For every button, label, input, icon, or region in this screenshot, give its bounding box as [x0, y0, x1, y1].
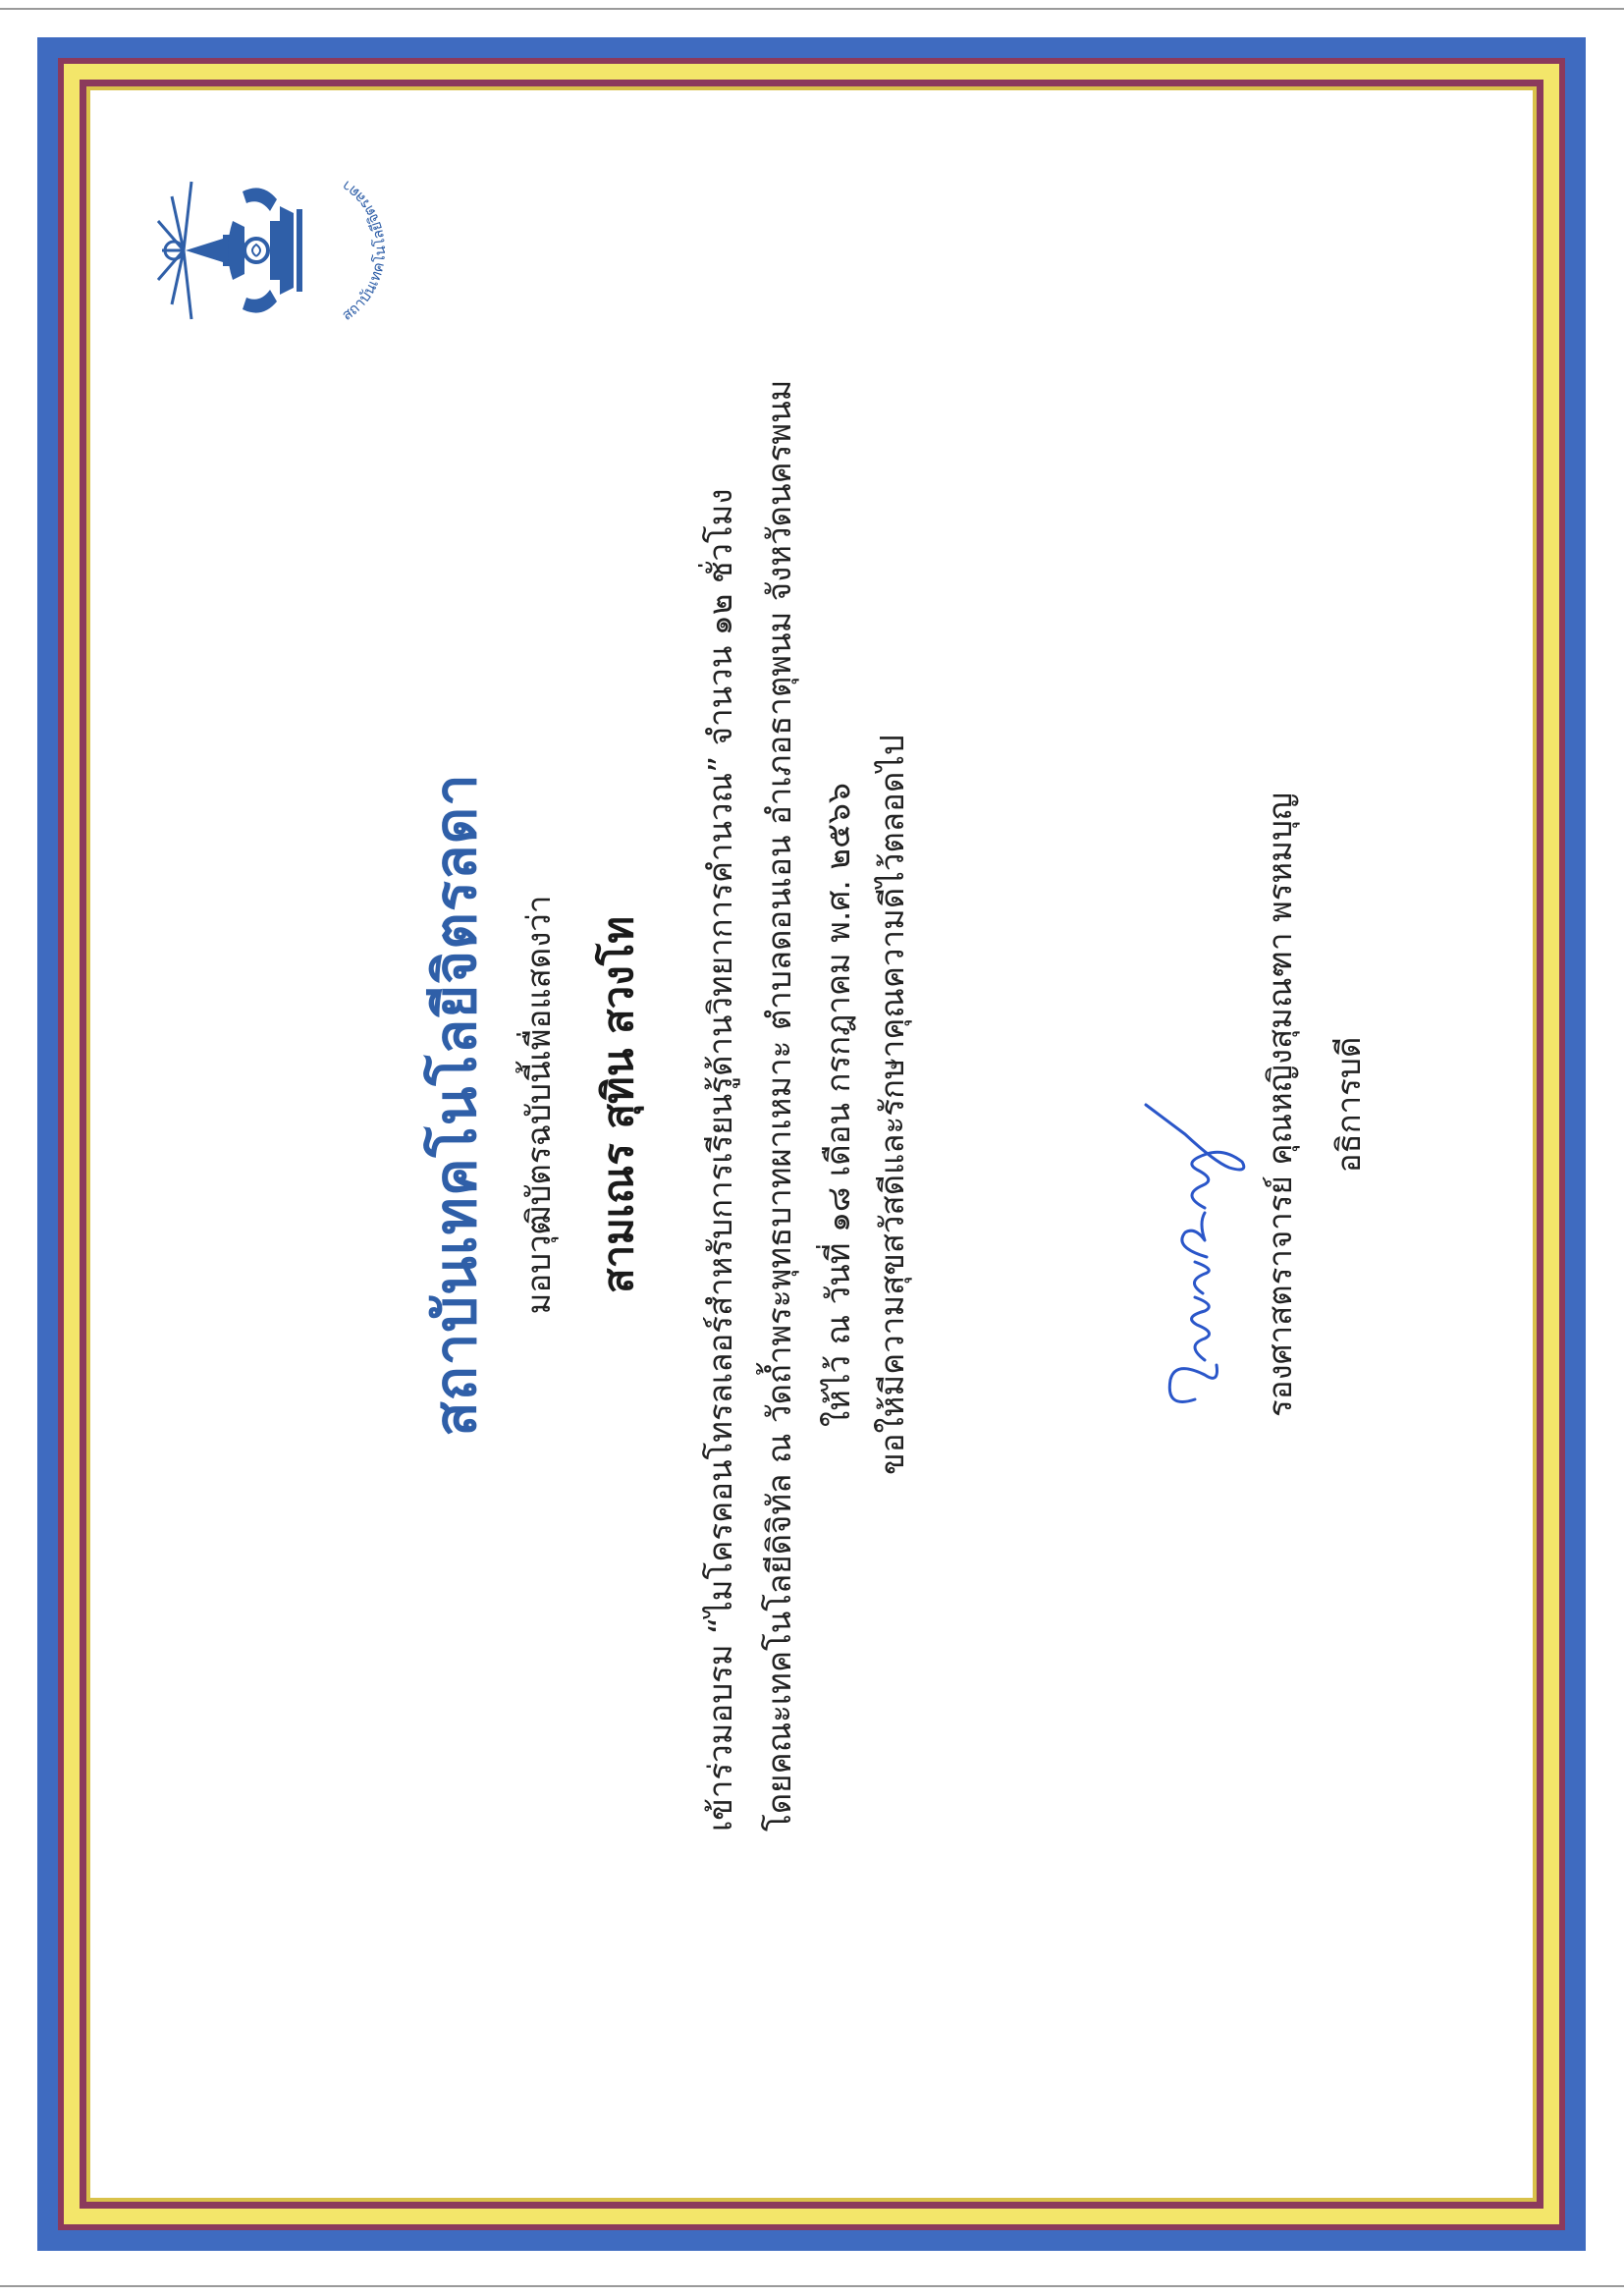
certificate-content [115, 64, 1509, 2146]
institution-logo [154, 152, 390, 349]
blessing-text: ขอให้มีความสุขสวัสดีและรักษาคุณความดีไว้ตลอดไป [873, 735, 911, 1475]
signer-title: อธิการบดี [1329, 1036, 1368, 1174]
scan-top-rule [0, 8, 1624, 10]
recipient-name: สามเณร สุทิน สวงโท [594, 915, 642, 1294]
logo-ring-text: สถาบันเทคโนโลยีจิตรลดา [338, 177, 389, 324]
issue-date: ให้ไว้ ณ วันที่ ๑๘ เดือน กรกฎาคม พ.ศ. ๒๕๖๖ [819, 783, 857, 1427]
signature [1126, 1085, 1254, 1419]
scan-bottom-rule [0, 2285, 1624, 2287]
training-description: เข้าร่วมอบรม “ไมโครคอนโทรลเลอร์สำหรับการเรียนรู้ด้านวิทยาการคำนวณ” จำนวน ๑๒ ชั่วโมง [701, 488, 739, 1831]
certificate-intro: มอบวุฒิบัตรฉบับนี้เพื่อแสดงว่า [519, 895, 558, 1315]
institution-title: สถาบันเทคโนโลยีจิตรลดา [422, 773, 489, 1437]
signer-name: รองศาสตราจารย์ คุณหญิงสุมณฑา พรหมบุญ [1261, 792, 1299, 1418]
organizer-location: โดยคณะเทคโนโลยีดิจิทัล ณ วัดถ้ำพระพุทธบาทผาเหมาะ ตำบลดอนเอน อำเภอธาตุพนม จังหวัดนครพนม [760, 379, 798, 1831]
